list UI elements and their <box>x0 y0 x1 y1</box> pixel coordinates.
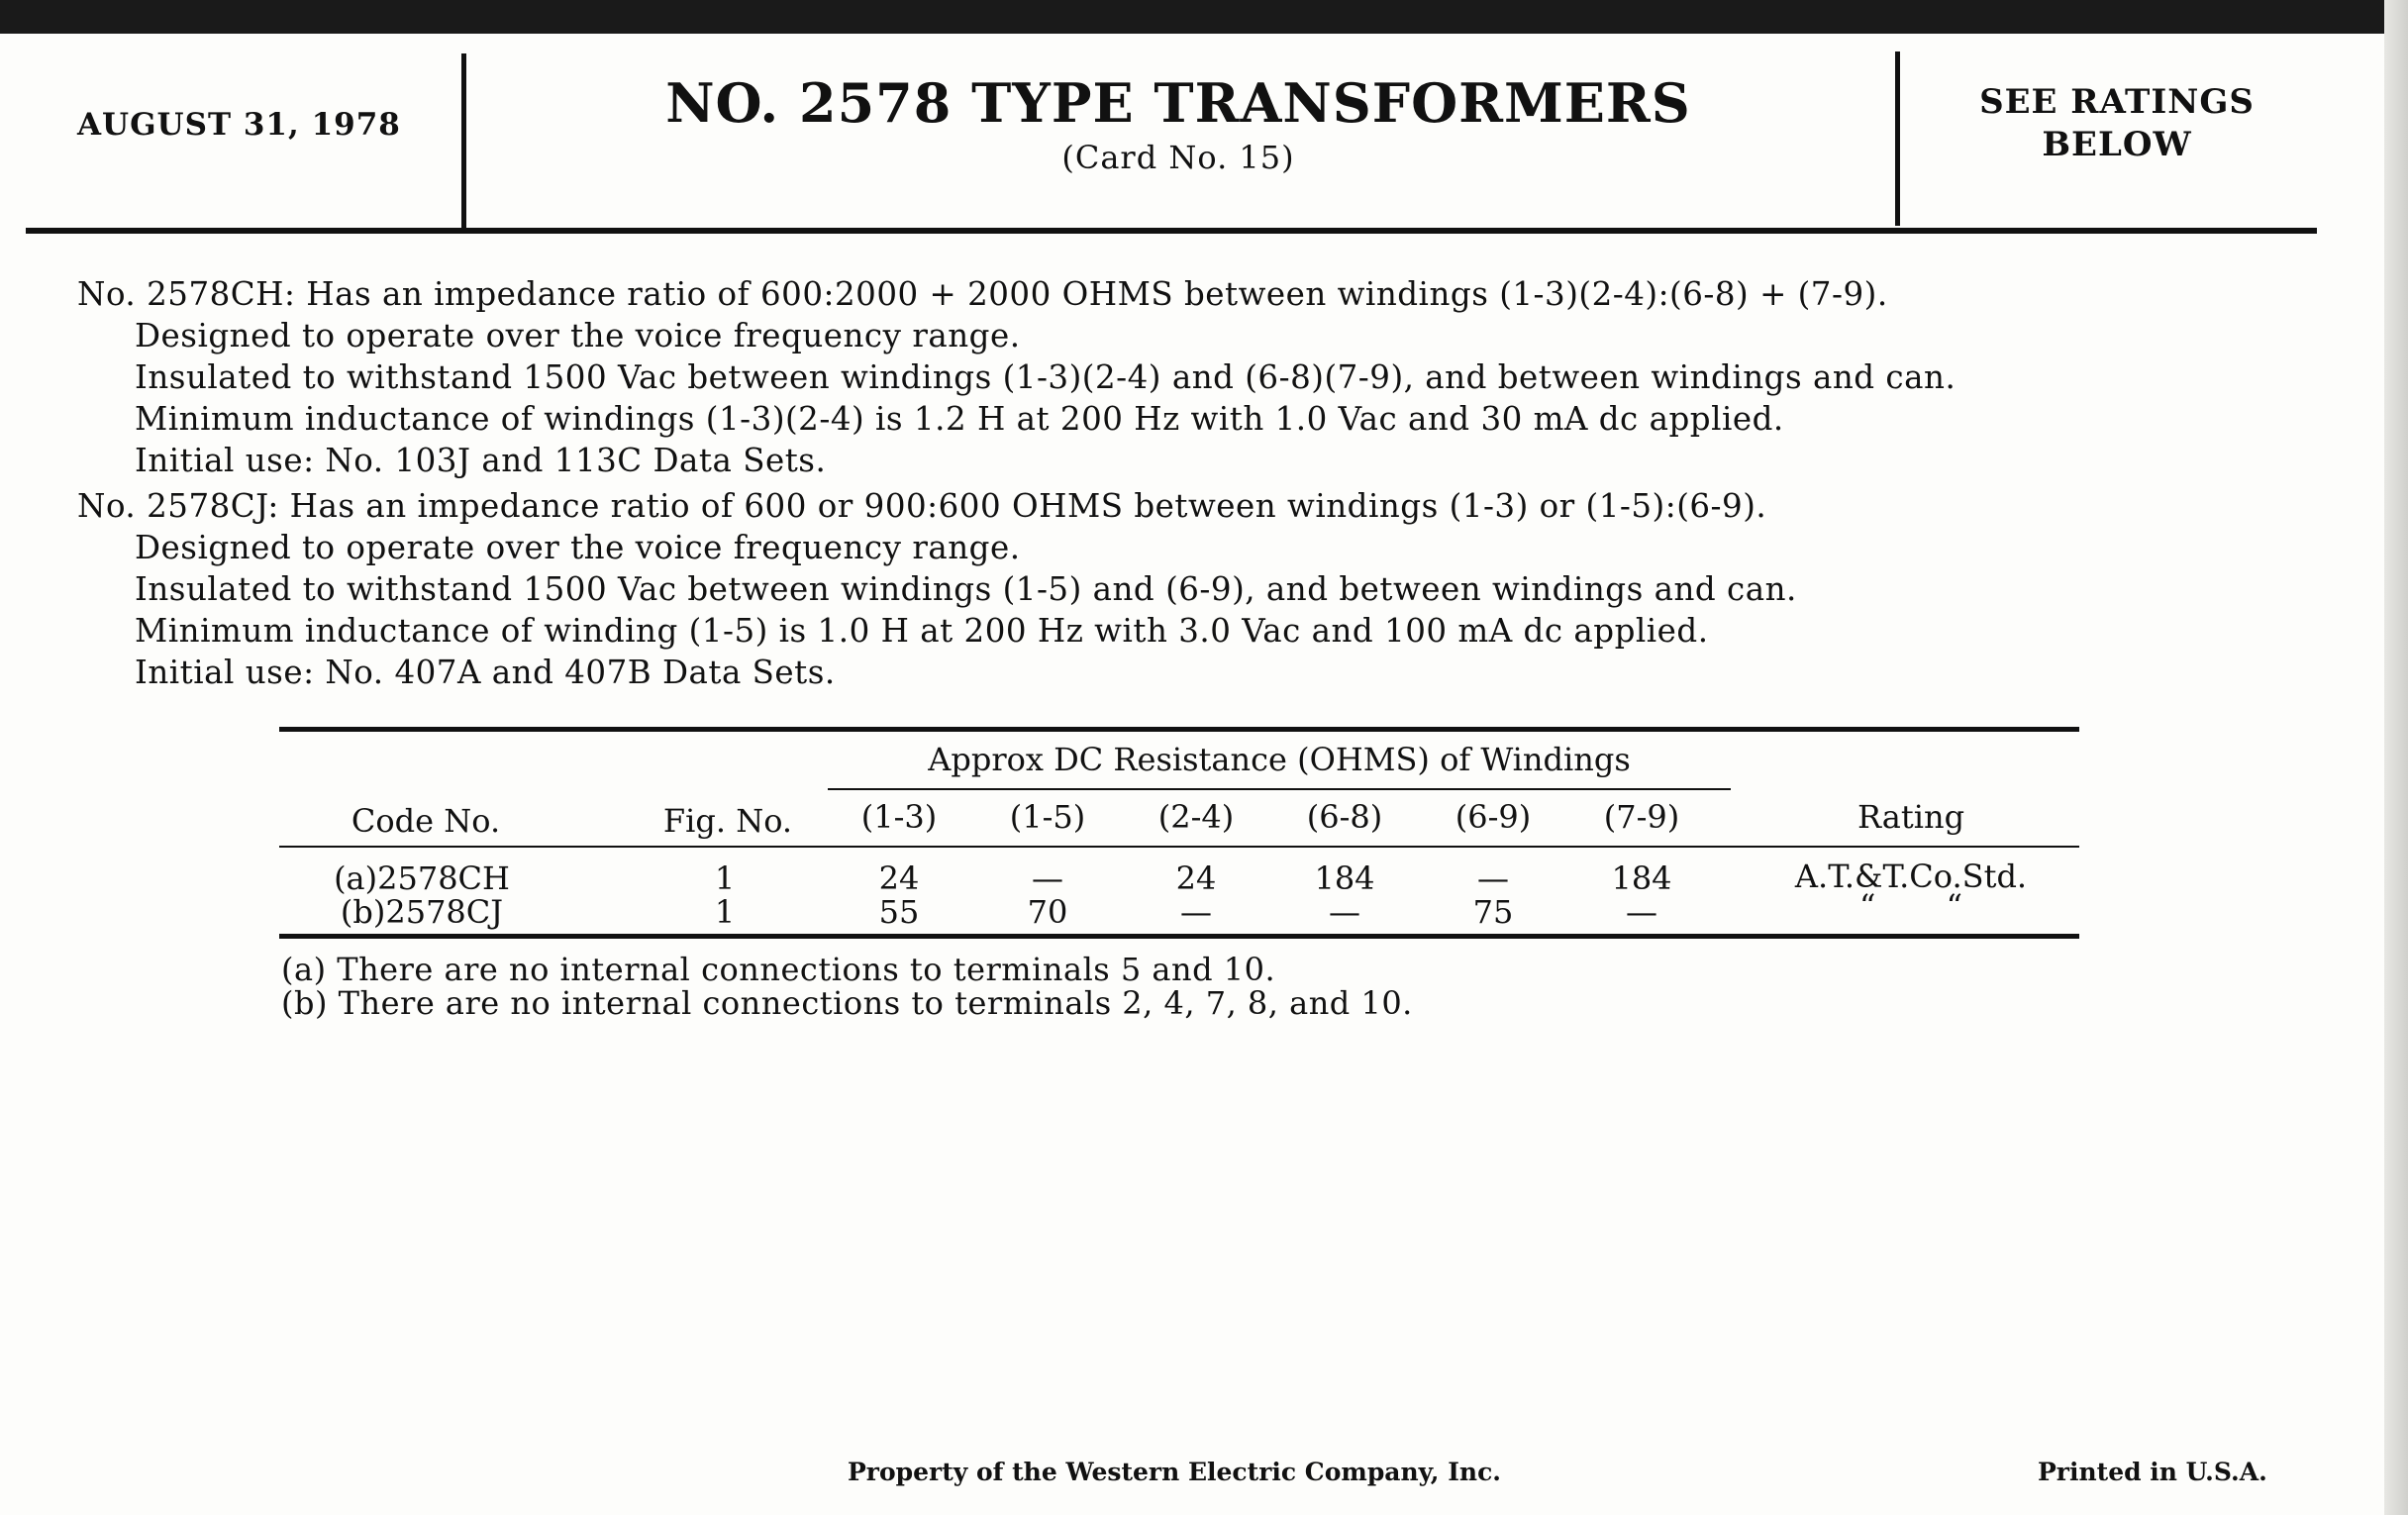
spec-line: Initial use: No. 103J and 113C Data Sets. <box>135 442 827 479</box>
spec-line: Minimum inductance of winding (1-5) is 1.0 H at 200 Hz with 3.0 Vac and 100 mA dc applied. <box>135 612 1709 650</box>
table-cell-code: (b)2578CJ <box>340 893 504 931</box>
column-header-2-4: (2-4) <box>1157 798 1235 836</box>
table-header-rule <box>279 846 2079 848</box>
table-cell: 75 <box>1472 893 1514 931</box>
header-divider-right <box>1895 51 1900 226</box>
table-group-header: Approx DC Resistance (OHMS) of Windings <box>928 741 1631 778</box>
header-rule <box>26 228 2317 234</box>
table-cell: 70 <box>1027 893 1068 931</box>
card-edge <box>2384 0 2408 1515</box>
column-header-7-9: (7-9) <box>1603 798 1680 836</box>
card-number: (Card No. 15) <box>1061 139 1295 176</box>
spec-line: Insulated to withstand 1500 Vac between windings (1-3)(2-4) and (6-8)(7-9), and between windings and can. <box>135 358 1956 396</box>
column-header-6-9: (6-9) <box>1455 798 1532 836</box>
column-header-6-8: (6-8) <box>1306 798 1383 836</box>
column-header-fig: Fig. No. <box>662 802 793 840</box>
table-top-rule <box>279 727 2079 732</box>
footer-property: Property of the Western Electric Company, Inc. <box>848 1458 1502 1486</box>
footer-printed: Printed in U.S.A. <box>2038 1458 2267 1486</box>
group-header-rule <box>828 788 1731 790</box>
table-cell-code: (a)2578CH <box>334 859 510 897</box>
table-cell: — <box>1477 859 1509 897</box>
table-cell: — <box>1180 893 1212 931</box>
column-header-rating: Rating <box>1856 798 1965 836</box>
spec-line: Initial use: No. 407A and 407B Data Sets. <box>135 654 836 691</box>
table-cell: 24 <box>1175 859 1217 897</box>
page-title: NO. 2578 TYPE TRANSFORMERS <box>665 71 1691 135</box>
table-cell: 184 <box>1611 859 1672 897</box>
table-cell-fig: 1 <box>714 859 736 897</box>
table-cell: 184 <box>1314 859 1375 897</box>
table-cell: 24 <box>878 859 920 897</box>
spec-line-2578cj: No. 2578CJ: Has an impedance ratio of 600 or 900:600 OHMS between windings (1-3) or (1-5):(6-9). <box>77 487 1767 525</box>
table-cell: — <box>1329 893 1360 931</box>
see-ratings-line2: BELOW <box>2042 125 2192 164</box>
spec-line: Designed to operate over the voice frequency range. <box>135 317 1021 354</box>
table-note-b: (b) There are no internal connections to terminals 2, 4, 7, 8, and 10. <box>281 984 1413 1022</box>
table-note-a: (a) There are no internal connections to terminals 5 and 10. <box>281 951 1276 988</box>
see-ratings-note <box>1901 81 2333 166</box>
table-bottom-rule <box>279 934 2079 939</box>
table-cell: — <box>1626 893 1657 931</box>
spec-line-2578ch: No. 2578CH: Has an impedance ratio of 600:2000 + 2000 OHMS between windings (1-3)(2-4):(6-8) + (7-9). <box>77 275 1888 313</box>
table-cell-rating-ditto: “ “ <box>1859 887 1962 925</box>
spec-line: Insulated to withstand 1500 Vac between windings (1-5) and (6-9), and between windings and can. <box>135 570 1797 608</box>
column-header-1-3: (1-3) <box>860 798 938 836</box>
table-cell: — <box>1032 859 1063 897</box>
table-cell-fig: 1 <box>714 893 736 931</box>
spec-line: Minimum inductance of windings (1-3)(2-4) is 1.2 H at 200 Hz with 1.0 Vac and 30 mA dc applied. <box>135 400 1784 438</box>
header-date: AUGUST 31, 1978 <box>77 107 401 143</box>
column-header-1-5: (1-5) <box>1009 798 1086 836</box>
column-header-code: Code No. <box>351 802 501 840</box>
table-cell-rating: A.T.&T.Co.Std. <box>1794 858 2028 895</box>
spec-line: Designed to operate over the voice frequency range. <box>135 529 1021 566</box>
see-ratings-line1: SEE RATINGS <box>1979 82 2255 122</box>
table-cell: 55 <box>878 893 920 931</box>
